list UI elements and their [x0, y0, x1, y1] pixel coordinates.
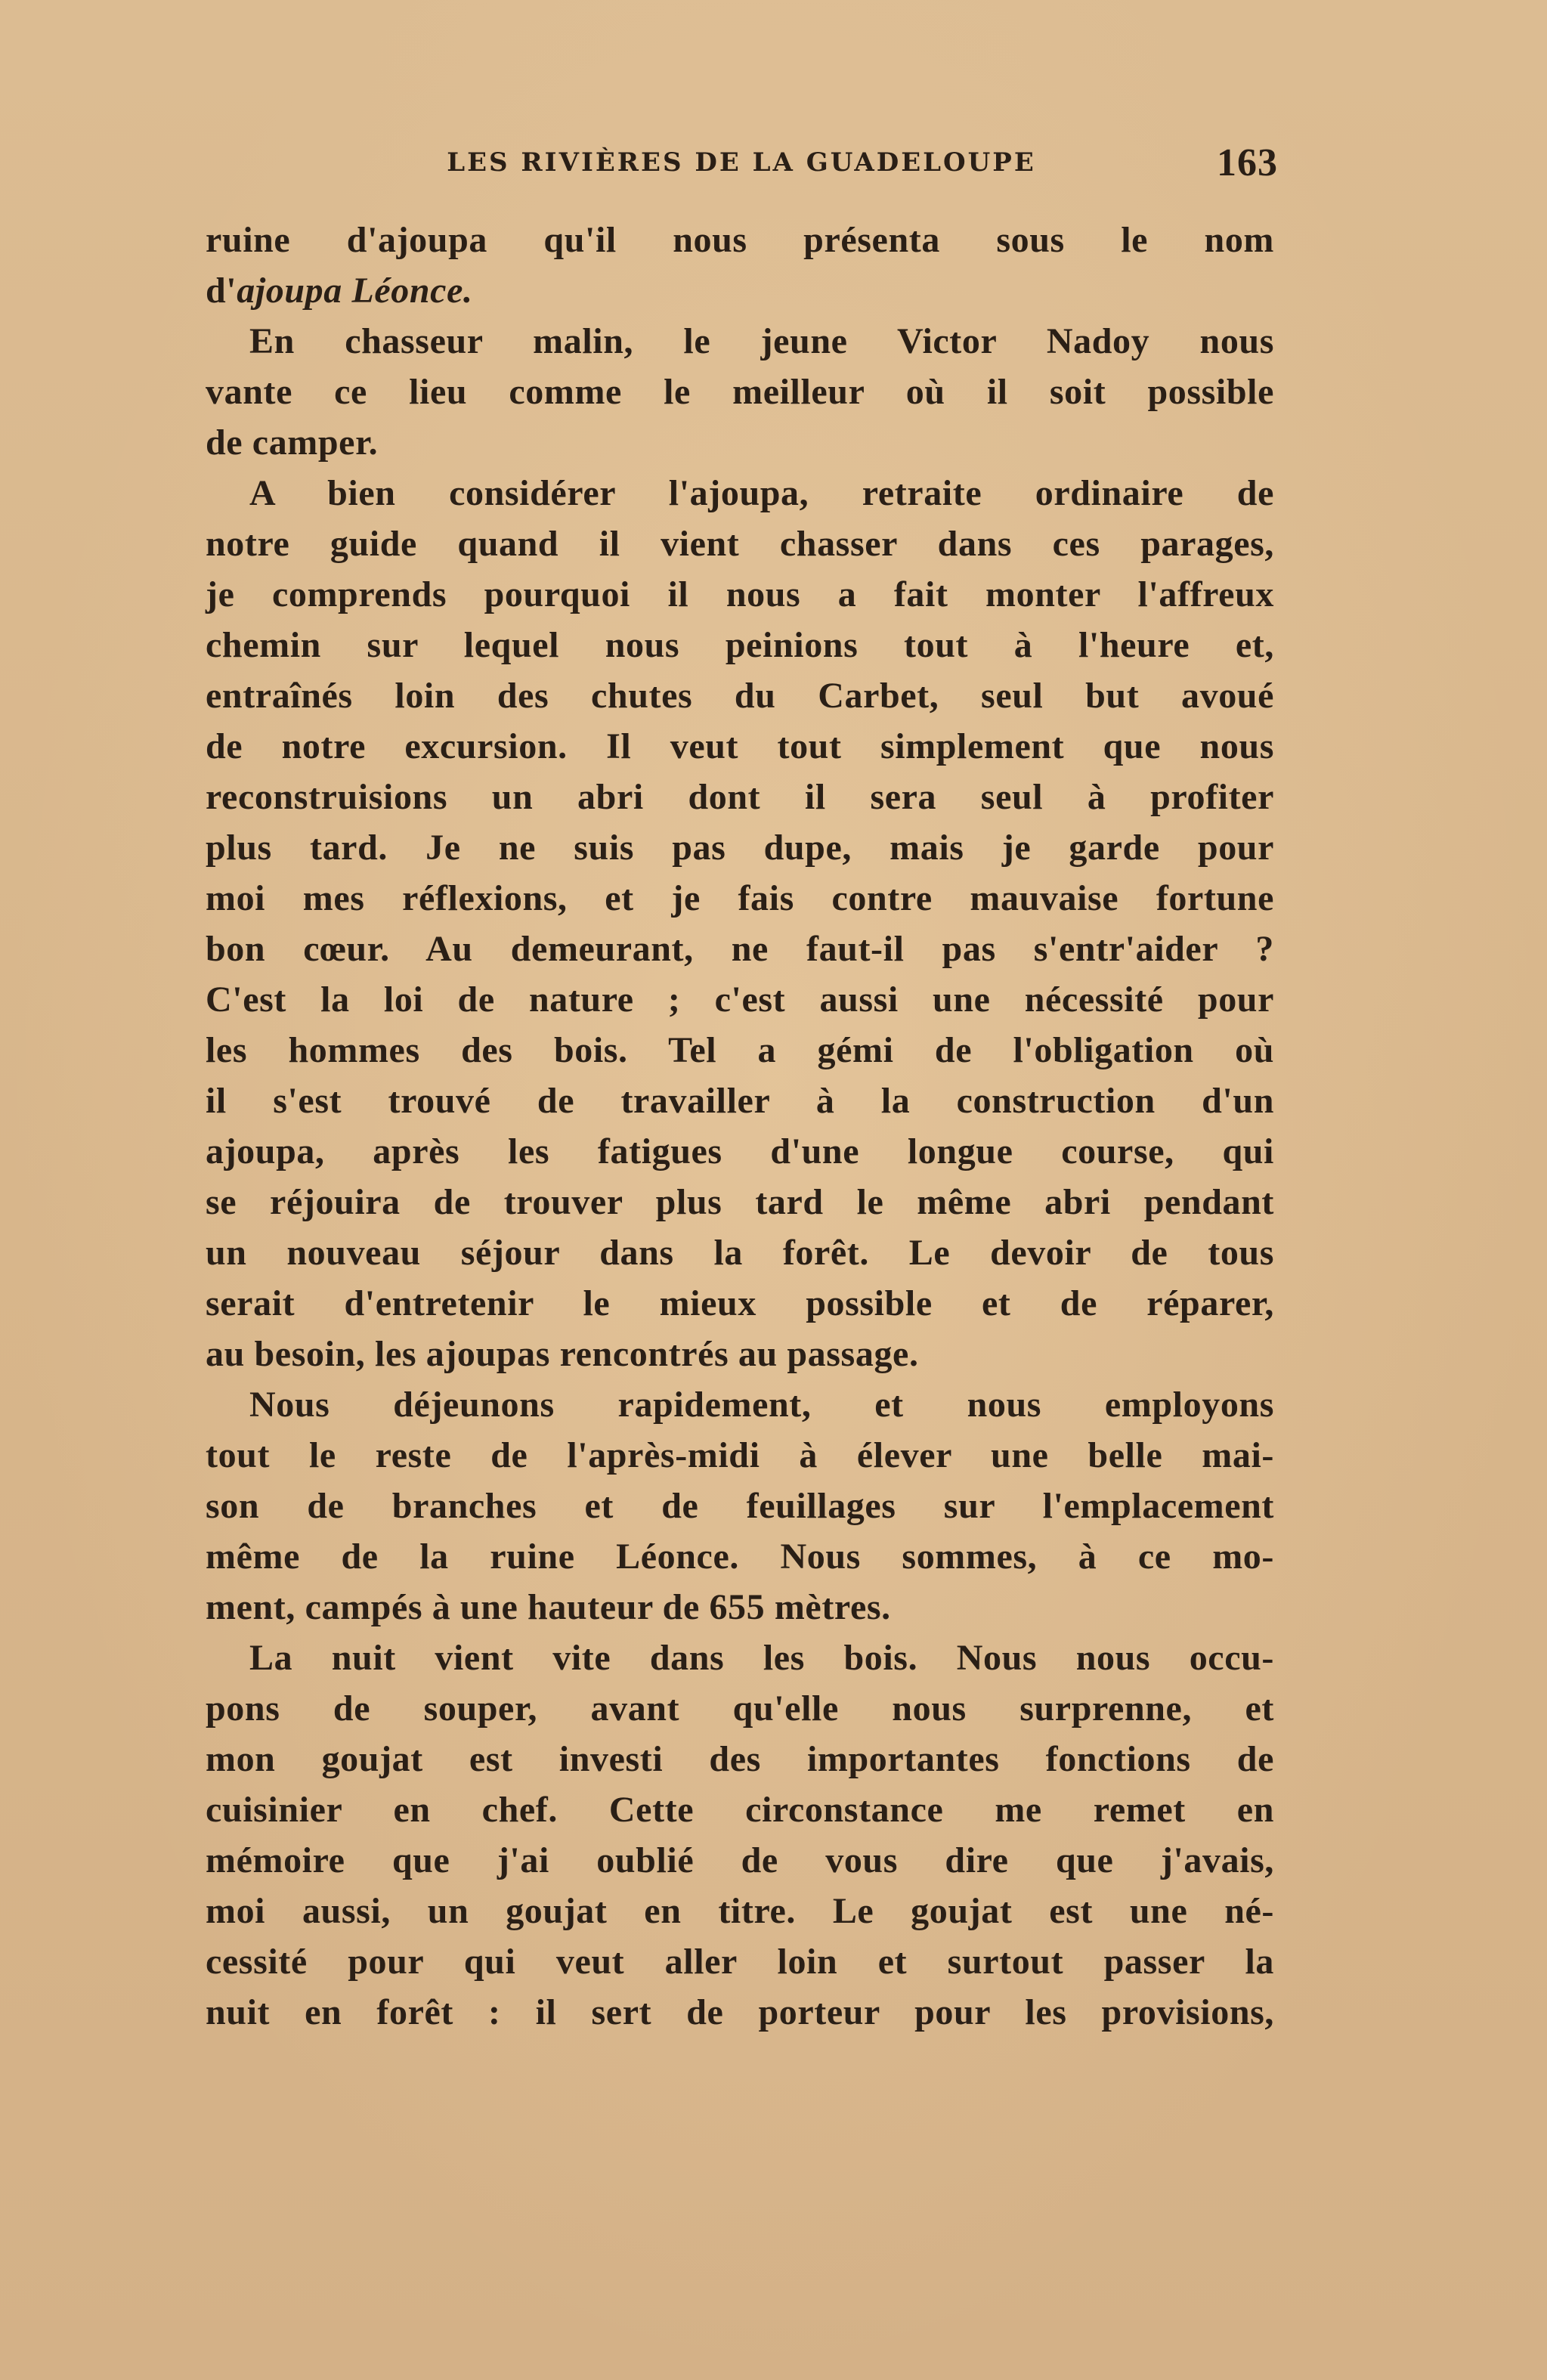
text-line: mon goujat est investi des importantes fonctions de [206, 1739, 1274, 1779]
running-header [206, 136, 1278, 189]
text-line: même de la ruine Léonce. Nous sommes, à ce mo- [206, 1537, 1274, 1577]
text-line: de camper. [206, 422, 379, 463]
text-line [206, 265, 1274, 316]
running-title: LES RIVIÈRES DE LA GUADELOUPE [447, 147, 1036, 178]
text-line: de notre excursion. Il veut tout simplement que nous [206, 726, 1274, 766]
text-line: il s'est trouvé de travailler à la construction d'un [206, 1081, 1274, 1121]
text-line: chemin sur lequel nous peinions tout à l'heure et, [206, 625, 1274, 665]
text-line: ruine d'ajoupa qu'il nous présenta sous le nom [206, 220, 1274, 260]
text-line: au besoin, les ajoupas rencontrés au passage. [206, 1334, 919, 1374]
body-text [206, 215, 1274, 2038]
text-line: En chasseur malin, le jeune Victor Nadoy nous [249, 321, 1274, 361]
text-line: Nous déjeunons rapidement, et nous employons [249, 1385, 1274, 1425]
text-line: les hommes des bois. Tel a gémi de l'obligation où [206, 1030, 1274, 1070]
text-line: La nuit vient vite dans les bois. Nous nous occu- [249, 1638, 1274, 1678]
text-fragment: d' [206, 271, 237, 311]
text-line: ajoupa, après les fatigues d'une longue course, qui [206, 1131, 1274, 1171]
text-line: serait d'entretenir le mieux possible et de réparer, [206, 1283, 1274, 1323]
text-line: notre guide quand il vient chasser dans ces parages, [206, 524, 1274, 564]
text-line: ment, campés à une hauteur de 655 mètres. [206, 1587, 891, 1627]
text-line: C'est la loi de nature ; c'est aussi une nécessité pour [206, 980, 1274, 1020]
text-line: vante ce lieu comme le meilleur où il soit possible [206, 372, 1274, 412]
text-line: son de branches et de feuillages sur l'emplacement [206, 1486, 1274, 1526]
text-line: cessité pour qui veut aller loin et surtout passer la [206, 1942, 1274, 1982]
text-line: entraînés loin des chutes du Carbet, seul but avoué [206, 676, 1274, 716]
text-line: nuit en forêt : il sert de porteur pour les provisions, [206, 1992, 1274, 2032]
text-line: A bien considérer l'ajoupa, retraite ordinaire de [249, 473, 1274, 513]
italic-text: ajoupa Léonce. [237, 271, 473, 311]
text-line: je comprends pourquoi il nous a fait monter l'affreux [206, 574, 1274, 614]
text-line: moi mes réflexions, et je fais contre mauvaise fortune [206, 878, 1274, 918]
text-line: se réjouira de trouver plus tard le même abri pendant [206, 1182, 1274, 1222]
text-line: reconstruisions un abri dont il sera seul à profiter [206, 777, 1274, 817]
text-line: mémoire que j'ai oublié de vous dire que j'avais, [206, 1840, 1274, 1880]
text-line: plus tard. Je ne suis pas dupe, mais je garde pour [206, 828, 1274, 868]
text-line: un nouveau séjour dans la forêt. Le devoir de tous [206, 1233, 1274, 1273]
text-line: pons de souper, avant qu'elle nous surprenne, et [206, 1688, 1274, 1729]
text-line: bon cœur. Au demeurant, ne faut-il pas s'entr'aider ? [206, 929, 1274, 969]
text-line: moi aussi, un goujat en titre. Le goujat est une né- [206, 1891, 1274, 1931]
text-line: cuisinier en chef. Cette circonstance me remet en [206, 1790, 1274, 1830]
page-number: 163 [1217, 141, 1278, 184]
text-line: tout le reste de l'après-midi à élever une belle mai- [206, 1435, 1274, 1475]
